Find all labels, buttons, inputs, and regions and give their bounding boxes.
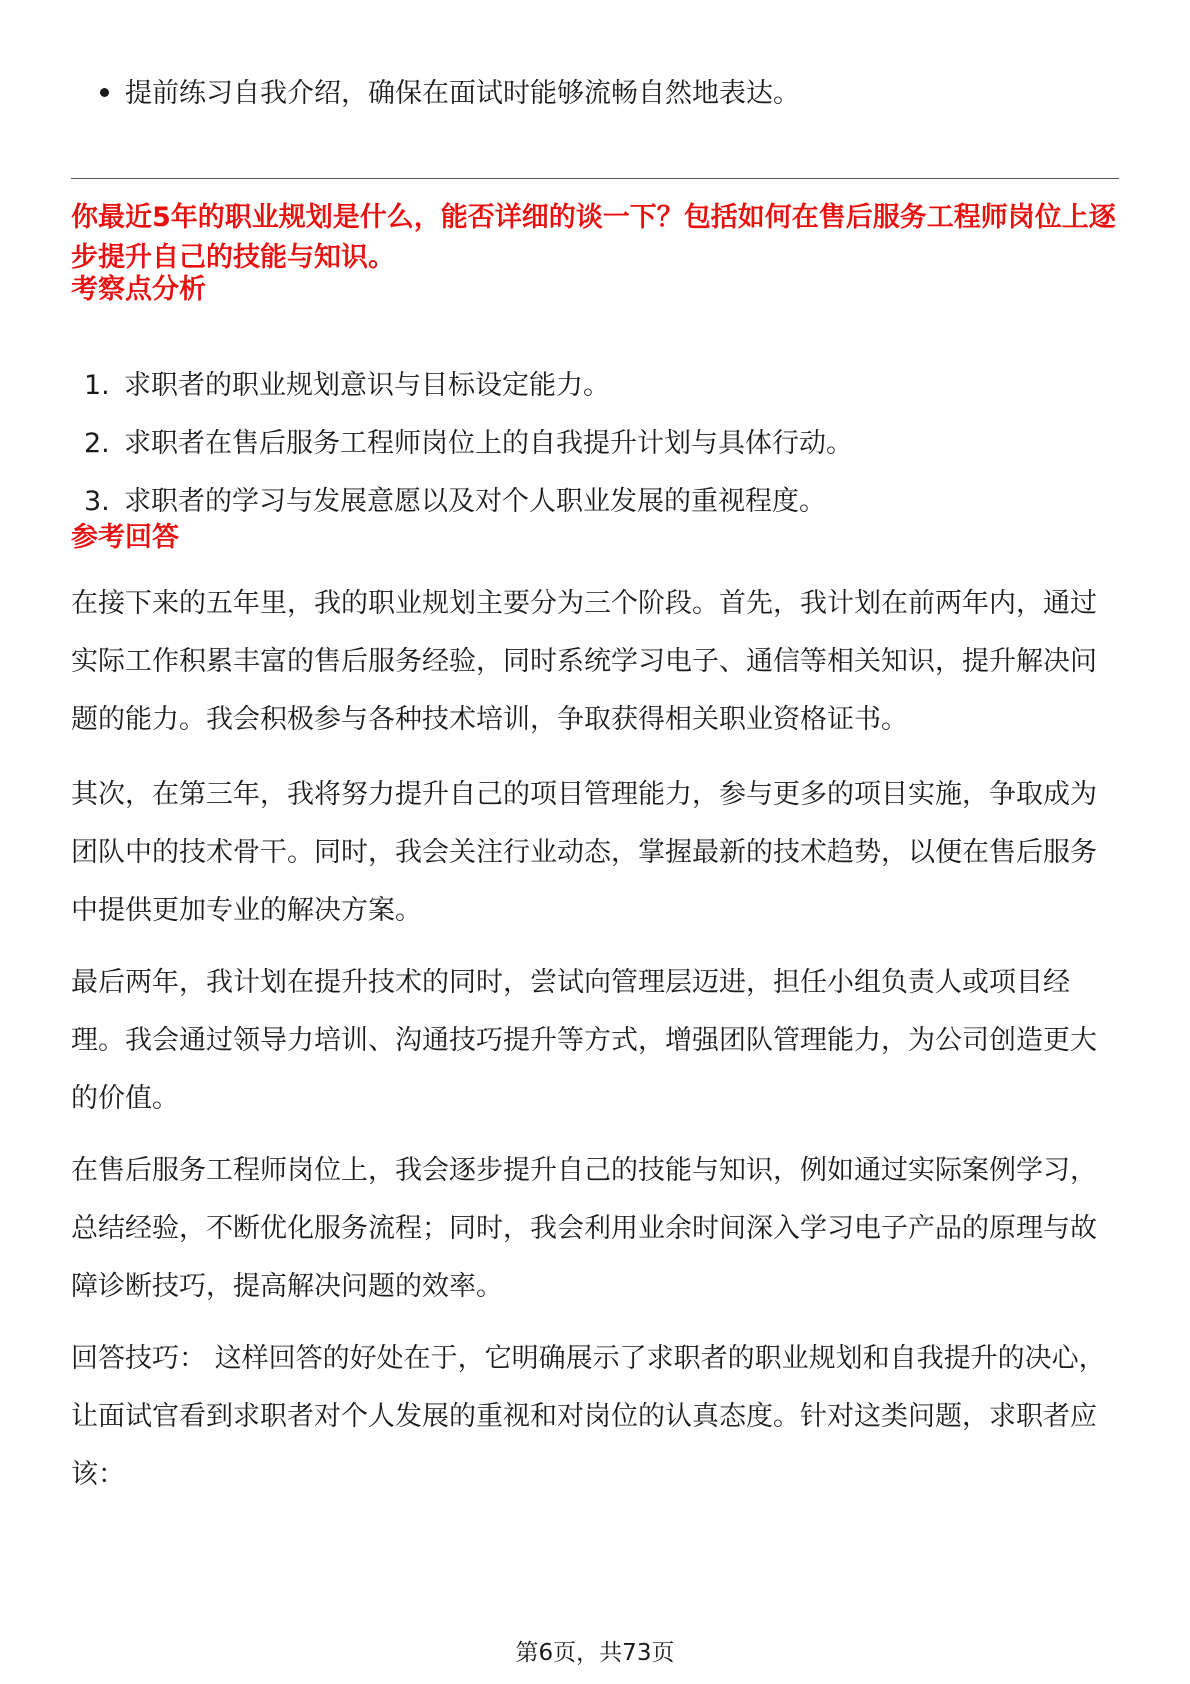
section-divider: [71, 178, 1119, 179]
bullet-text: 提前练习自我介绍，确保在面试时能够流畅自然地表达。: [125, 78, 800, 109]
list-item-text: 求职者的职业规划意识与目标设定能力。: [124, 370, 610, 401]
analysis-list: [84, 366, 1114, 540]
question-heading: 你最近5年的职业规划是什么，能否详细的谈一下？包括如何在售后服务工程师岗位上逐步提升自己的技能与知识。: [71, 202, 1116, 273]
list-item-number: 1.: [84, 370, 110, 401]
list-item: [84, 366, 1114, 424]
bullet-dot-icon: [100, 88, 109, 97]
page-number: 第6页，共73页: [515, 1640, 675, 1666]
list-item-text: 求职者在售后服务工程师岗位上的自我提升计划与具体行动。: [124, 428, 853, 459]
list-item: [84, 482, 1114, 540]
bullet-item: [100, 74, 800, 114]
list-item-text: 求职者的学习与发展意愿以及对个人职业发展的重视程度。: [124, 486, 826, 517]
answer-paragraph: 最后两年，我计划在提升技术的同时，尝试向管理层迈进，担任小组负责人或项目经理。我会通过领导力培训、沟通技巧提升等方式，增强团队管理能力，为公司创造更大的价值。: [71, 967, 1097, 1114]
list-item: [84, 424, 1114, 482]
answer-paragraph: 在售后服务工程师岗位上，我会逐步提升自己的技能与知识，例如通过实际案例学习，总结经验，不断优化服务流程；同时，我会利用业余时间深入学习电子产品的原理与故障诊断技巧，提高解决问题的效率。: [71, 1155, 1097, 1302]
list-item-number: 3.: [84, 486, 110, 517]
answer-tips-paragraph: 回答技巧： 这样回答的好处在于，它明确展示了求职者的职业规划和自我提升的决心，让面试官看到求职者对个人发展的重视和对岗位的认真态度。针对这类问题，求职者应该：: [71, 1343, 1106, 1490]
answer-title: 参考回答: [71, 522, 179, 553]
answer-paragraph: 在接下来的五年里，我的职业规划主要分为三个阶段。首先，我计划在前两年内，通过实际工作积累丰富的售后服务经验，同时系统学习电子、通信等相关知识，提升解决问题的能力。我会积极参与各种技术培训，争取获得相关职业资格证书。: [71, 588, 1097, 735]
analysis-title: 考察点分析: [71, 274, 206, 305]
list-item-number: 2.: [84, 428, 110, 459]
answer-paragraph: 其次，在第三年，我将努力提升自己的项目管理能力，参与更多的项目实施，争取成为团队中的技术骨干。同时，我会关注行业动态，掌握最新的技术趋势，以便在售后服务中提供更加专业的解决方案。: [71, 779, 1097, 926]
